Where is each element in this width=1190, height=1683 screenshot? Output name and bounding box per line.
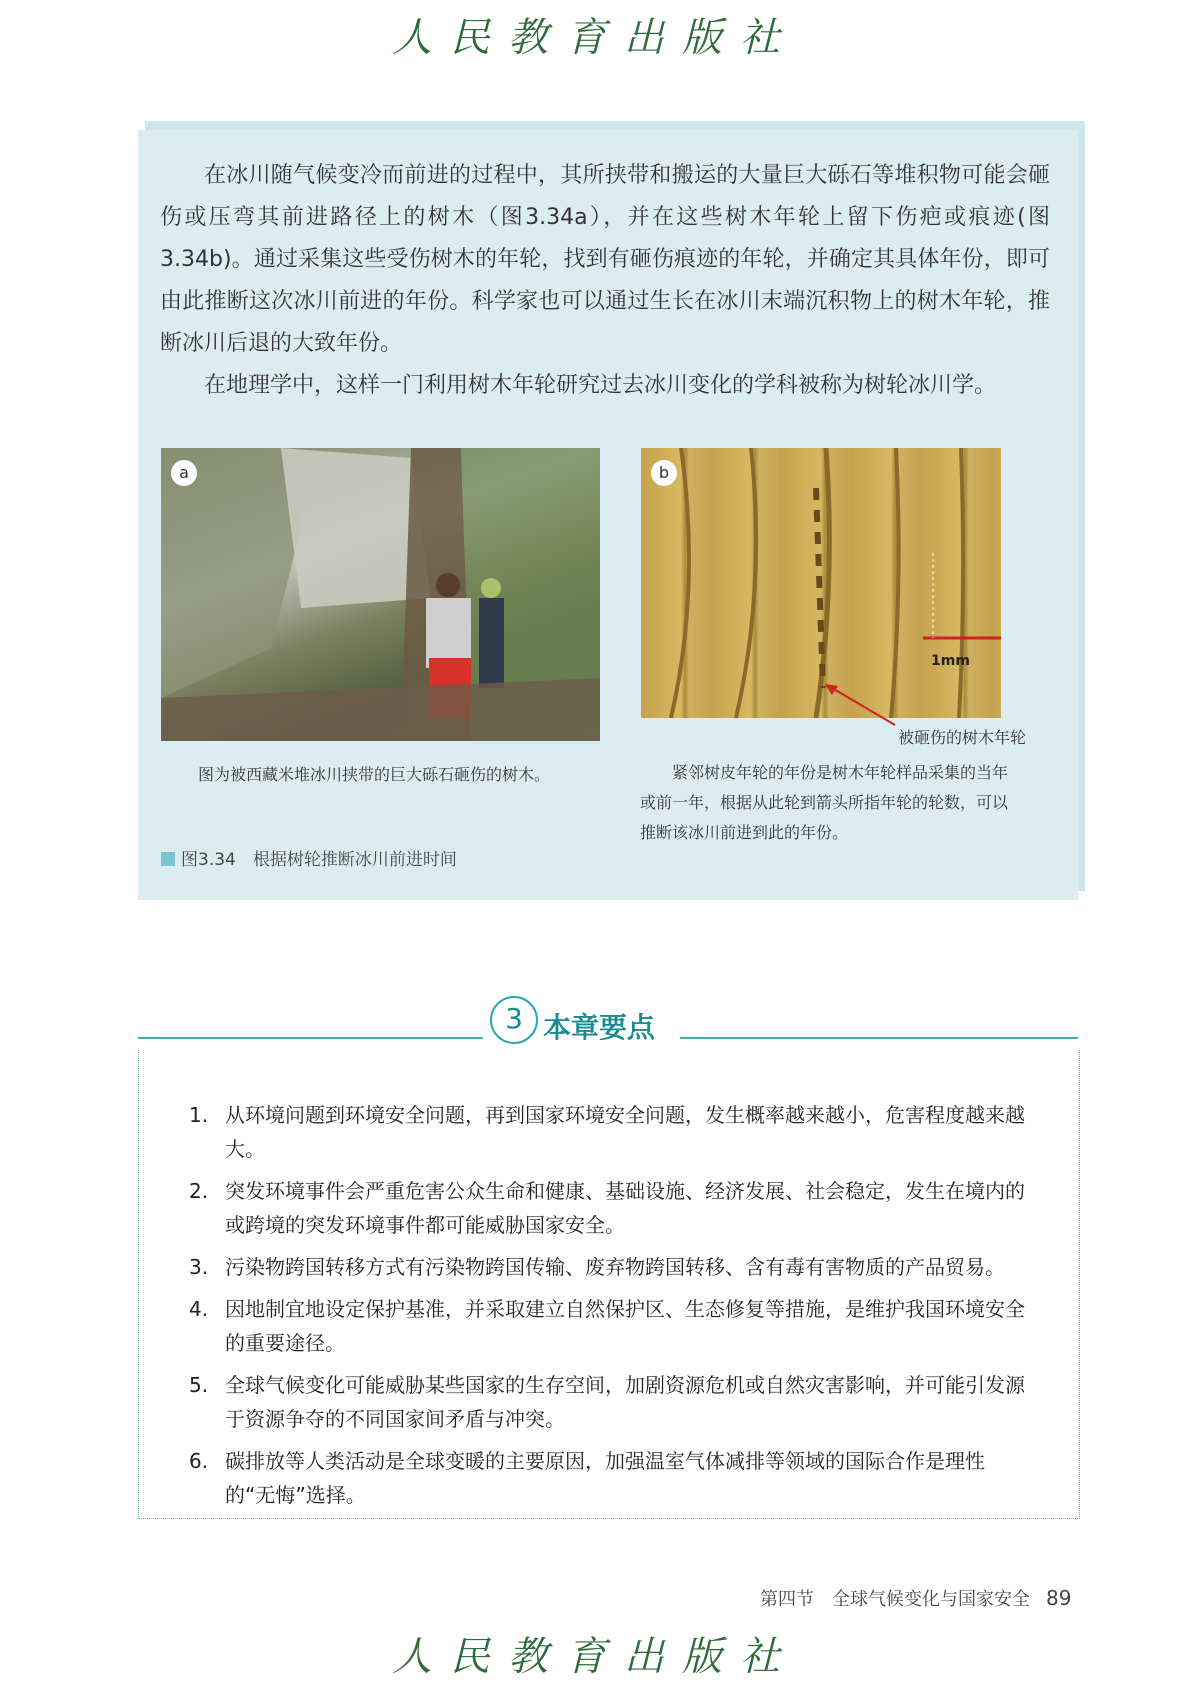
key-point-number: 1. <box>189 1103 209 1127</box>
photo-b-illustration <box>641 448 1001 718</box>
watermark-text: 人民教育出版社 <box>392 1634 798 1680</box>
reading-paragraph-1: 在冰川随气候变冷而前进的过程中，其所挟带和搬运的大量巨大砾石等堆积物可能会砸伤或压弯其前进路径上的树木（图3.34a），并在这些树木年轮上留下伤疤或痕迹(图3.34b)。通过采集这些受伤树木的年轮，找到有砸伤痕迹的年轮，并确定其具体年份，即可由此推断这次冰川前进的年份。科学家也可以通过生长在冰川末端沉积物上的树木年轮，推断冰川后退的大致年份。 <box>160 163 1050 356</box>
section-title: 本章要点 <box>543 1011 656 1044</box>
page-number: 89 <box>1046 1586 1072 1610</box>
reading-paragraph-2: 在地理学中，这样一门利用树木年轮研究过去冰川变化的学科被称为树轮冰川学。 <box>204 373 997 398</box>
footer-section-label: 第四节 全球气候变化与国家安全 <box>760 1589 1030 1610</box>
photo-a-illustration <box>161 448 600 741</box>
key-point-text: 碳排放等人类活动是全球变暖的主要原因，加强温室气体减排等领域的国际合作是理性的“无悔”选择。 <box>225 1449 985 1507</box>
caption-a: 图为被西藏米堆冰川挟带的巨大砾石砸伤的树木。 <box>198 765 551 784</box>
key-point-number: 6. <box>189 1449 209 1473</box>
key-point-item <box>185 1292 1035 1360</box>
key-point-text: 全球气候变化可能威胁某些国家的生存空间，加剧资源危机或自然灾害影响，并可能引发源于资源争夺的不同国家间矛盾与冲突。 <box>225 1373 1025 1431</box>
key-point-item <box>185 1444 1035 1512</box>
publisher-watermark-bottom <box>0 1625 1190 1680</box>
photo-b-label: b <box>651 460 677 486</box>
arrow-label: 被砸伤的树木年轮 <box>898 728 1027 747</box>
section-number-badge: 3 <box>490 996 538 1044</box>
key-point-item <box>185 1250 1035 1284</box>
page-footer <box>760 1585 1071 1611</box>
figure-marker-square <box>161 852 175 866</box>
key-point-text: 从环境问题到环境安全问题，再到国家环境安全问题，发生概率越来越小，危害程度越来越大。 <box>225 1103 1025 1161</box>
figure-title: 图3.34 根据树轮推断冰川前进时间 <box>181 850 457 870</box>
key-point-number: 4. <box>189 1297 209 1321</box>
section-rule-left <box>138 1037 483 1039</box>
key-points-list <box>185 1098 1035 1520</box>
publisher-watermark-top <box>0 6 1190 61</box>
key-point-text: 突发环境事件会严重危害公众生命和健康、基础设施、经济发展、社会稳定，发生在境内的或跨境的突发环境事件都可能威胁国家安全。 <box>225 1179 1025 1237</box>
pointer-arrow-icon <box>820 680 900 730</box>
caption-b: 紧邻树皮年轮的年份是树木年轮样品采集的当年或前一年，根据从此轮到箭头所指年轮的轮数，可以推断该冰川前进到此的年份。 <box>640 763 1009 842</box>
key-point-number: 5. <box>189 1373 209 1397</box>
key-point-text: 污染物跨国转移方式有污染物跨国传输、废弃物跨国转移、含有毒有害物质的产品贸易。 <box>225 1255 1005 1279</box>
key-point-number: 3. <box>189 1255 209 1279</box>
photo-tree-and-boulder <box>161 448 600 741</box>
photo-a-label: a <box>171 460 197 486</box>
watermark-text: 人民教育出版社 <box>392 15 798 61</box>
section-rule-right <box>680 1037 1078 1039</box>
photo-tree-rings <box>641 448 1001 718</box>
key-point-item <box>185 1174 1035 1242</box>
key-point-number: 2. <box>189 1179 209 1203</box>
scale-bar-label: 1mm <box>931 653 970 669</box>
key-point-item <box>185 1098 1035 1166</box>
key-point-item <box>185 1368 1035 1436</box>
reading-box-text <box>160 155 1050 407</box>
key-point-text: 因地制宜地设定保护基准，并采取建立自然保护区、生态修复等措施，是维护我国环境安全的重要途径。 <box>225 1297 1025 1355</box>
